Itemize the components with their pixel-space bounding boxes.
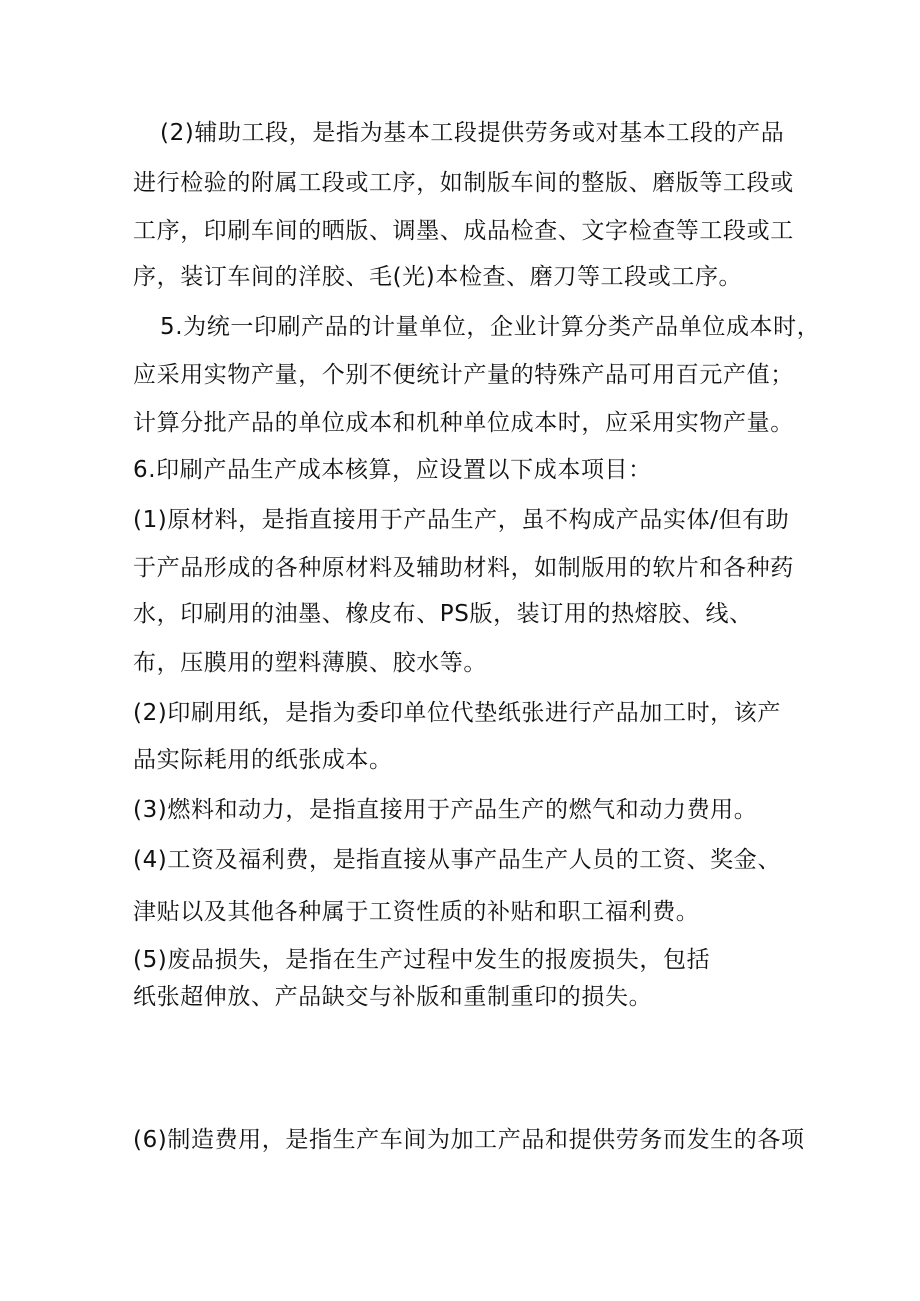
text-line: 津贴以及其他各种属于工资性质的补贴和职工福利费。 [133,899,700,925]
text-line: 工序，印刷车间的晒版、调墨、成品检查、文字检查等工段或工 [133,218,794,244]
text-line: (1)原材料，是指直接用于产品生产，虽不构成产品实体/但有助 [133,507,790,533]
text-line: (2)印刷用纸，是指为委印单位代垫纸张进行产品加工时，该产 [133,700,781,726]
text-line: 序，装订车间的洋胶、毛(光)本检查、磨刀等工段或工序。 [133,264,743,290]
text-line: (6)制造费用，是指生产车间为加工产品和提供劳务而发生的各项 [133,1127,805,1153]
text-line: (4)工资及福利费，是指直接从事产品生产人员的工资、奖金、 [133,847,781,873]
text-line: 5.为统一印刷产品的计量单位，企业计算分类产品单位成本时， [160,314,821,340]
text-line: 进行检验的附属工段或工序，如制版车间的整版、磨版等工段或 [133,170,794,196]
text-line: 布，压膜用的塑料薄膜、胶水等。 [133,650,487,676]
text-line: 纸张超伸放、产品缺交与补版和重制重印的损失。 [133,984,653,1010]
text-line: 品实际耗用的纸张成本。 [133,747,393,773]
text-line: (5)废品损失，是指在生产过程中发生的报废损失，包括 [133,947,711,973]
text-line: (2)辅助工段，是指为基本工段提供劳务或对基本工段的产品 [160,120,785,146]
text-line: 于产品形成的各种原材料及辅助材料，如制版用的软片和各种药 [133,555,794,581]
text-line: 计算分批产品的单位成本和机种单位成本时，应采用实物产量。 [133,410,794,436]
text-line: 水，印刷用的油墨、橡皮布、PS版，装订用的热熔胶、线、 [133,601,753,627]
text-line: 应采用实物产量，个别不便统计产量的特殊产品可用百元产值； [133,362,794,388]
section-heading: 6.印刷产品生产成本核算，应设置以下成本项目： [133,457,652,483]
text-line: (3)燃料和动力，是指直接用于产品生产的燃气和动力费用。 [133,797,758,823]
